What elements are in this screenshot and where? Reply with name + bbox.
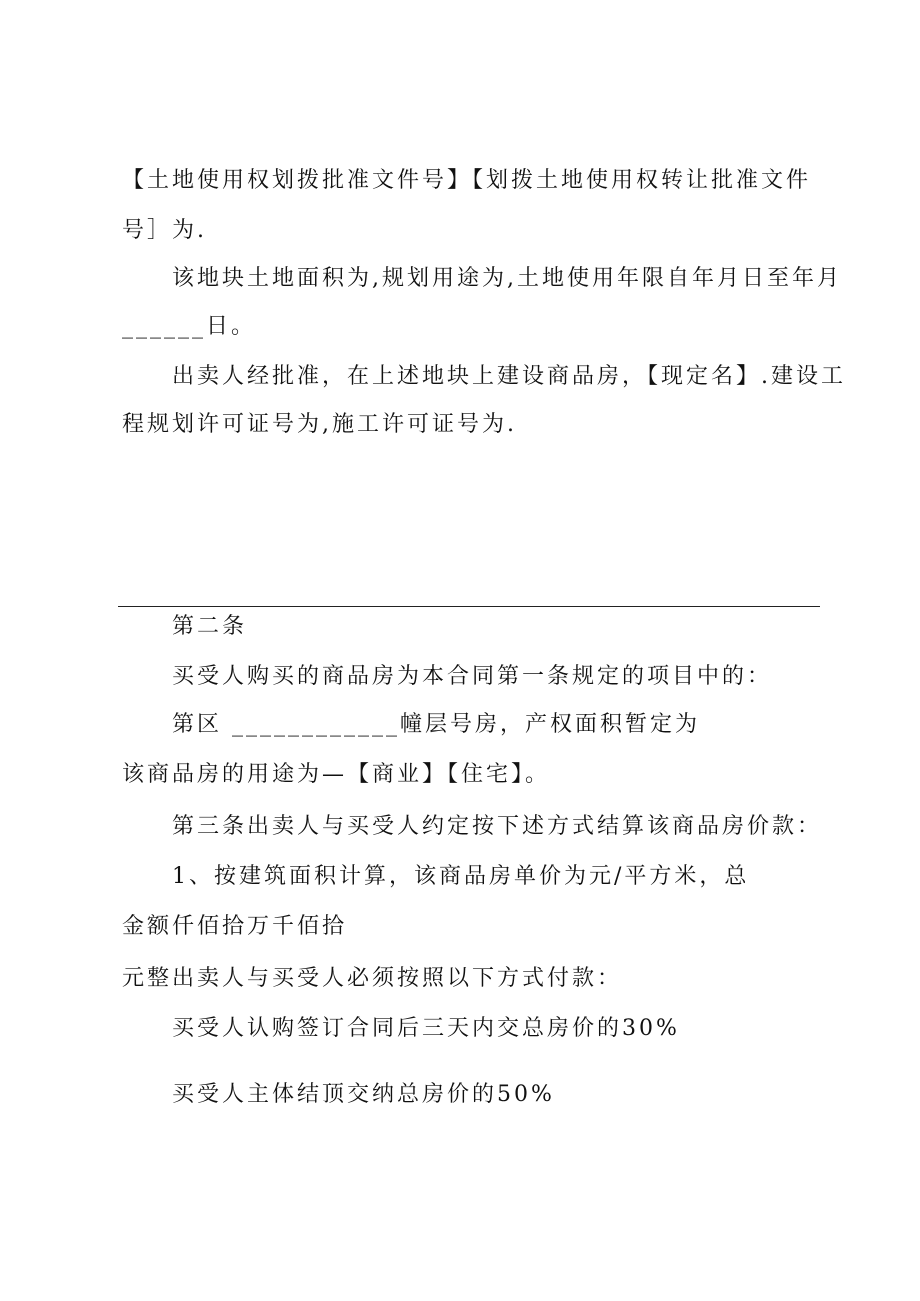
- construction-line-1: 出卖人经批准，在上述地块上建设商品房，【现定名】.建设工: [172, 364, 846, 389]
- land-approval-line-1: 【土地使用权划拨批准文件号】【划拨土地使用权转让批准文件: [122, 168, 812, 193]
- land-area-line-1: 该地块土地面积为,规划用途为,土地使用年限自年月日至年月: [172, 266, 842, 291]
- payment-method-line: 元整出卖人与买受人必须按照以下方式付款：: [122, 966, 623, 991]
- purchase-line: 买受人购买的商品房为本合同第一条规定的项目中的：: [172, 664, 773, 689]
- section-divider: [118, 606, 820, 607]
- total-amount-line: 金额仟佰拾万千佰拾: [122, 914, 348, 939]
- payment-30-line: 买受人认购签订合同后三天内交总房价的30%: [172, 1016, 680, 1041]
- construction-line-2: 程规划许可证号为,施工许可证号为.: [122, 412, 517, 437]
- article-2-heading: 第二条: [172, 614, 248, 639]
- price-calc-line: 1、按建筑面积计算，该商品房单价为元/平方米，总: [172, 864, 750, 889]
- land-approval-line-2: 号］为.: [122, 218, 207, 243]
- payment-50-line: 买受人主体结顶交纳总房价的50%: [172, 1082, 555, 1107]
- usage-line: 该商品房的用途为—【商业】【住宅】。: [122, 762, 551, 787]
- land-area-line-2: ______日。: [122, 314, 257, 339]
- article-3-line: 第三条出卖人与买受人约定按下述方式结算该商品房价款：: [172, 814, 823, 839]
- unit-location-line: 第区 ____________幢层号房，产权面积暂定为: [172, 712, 700, 737]
